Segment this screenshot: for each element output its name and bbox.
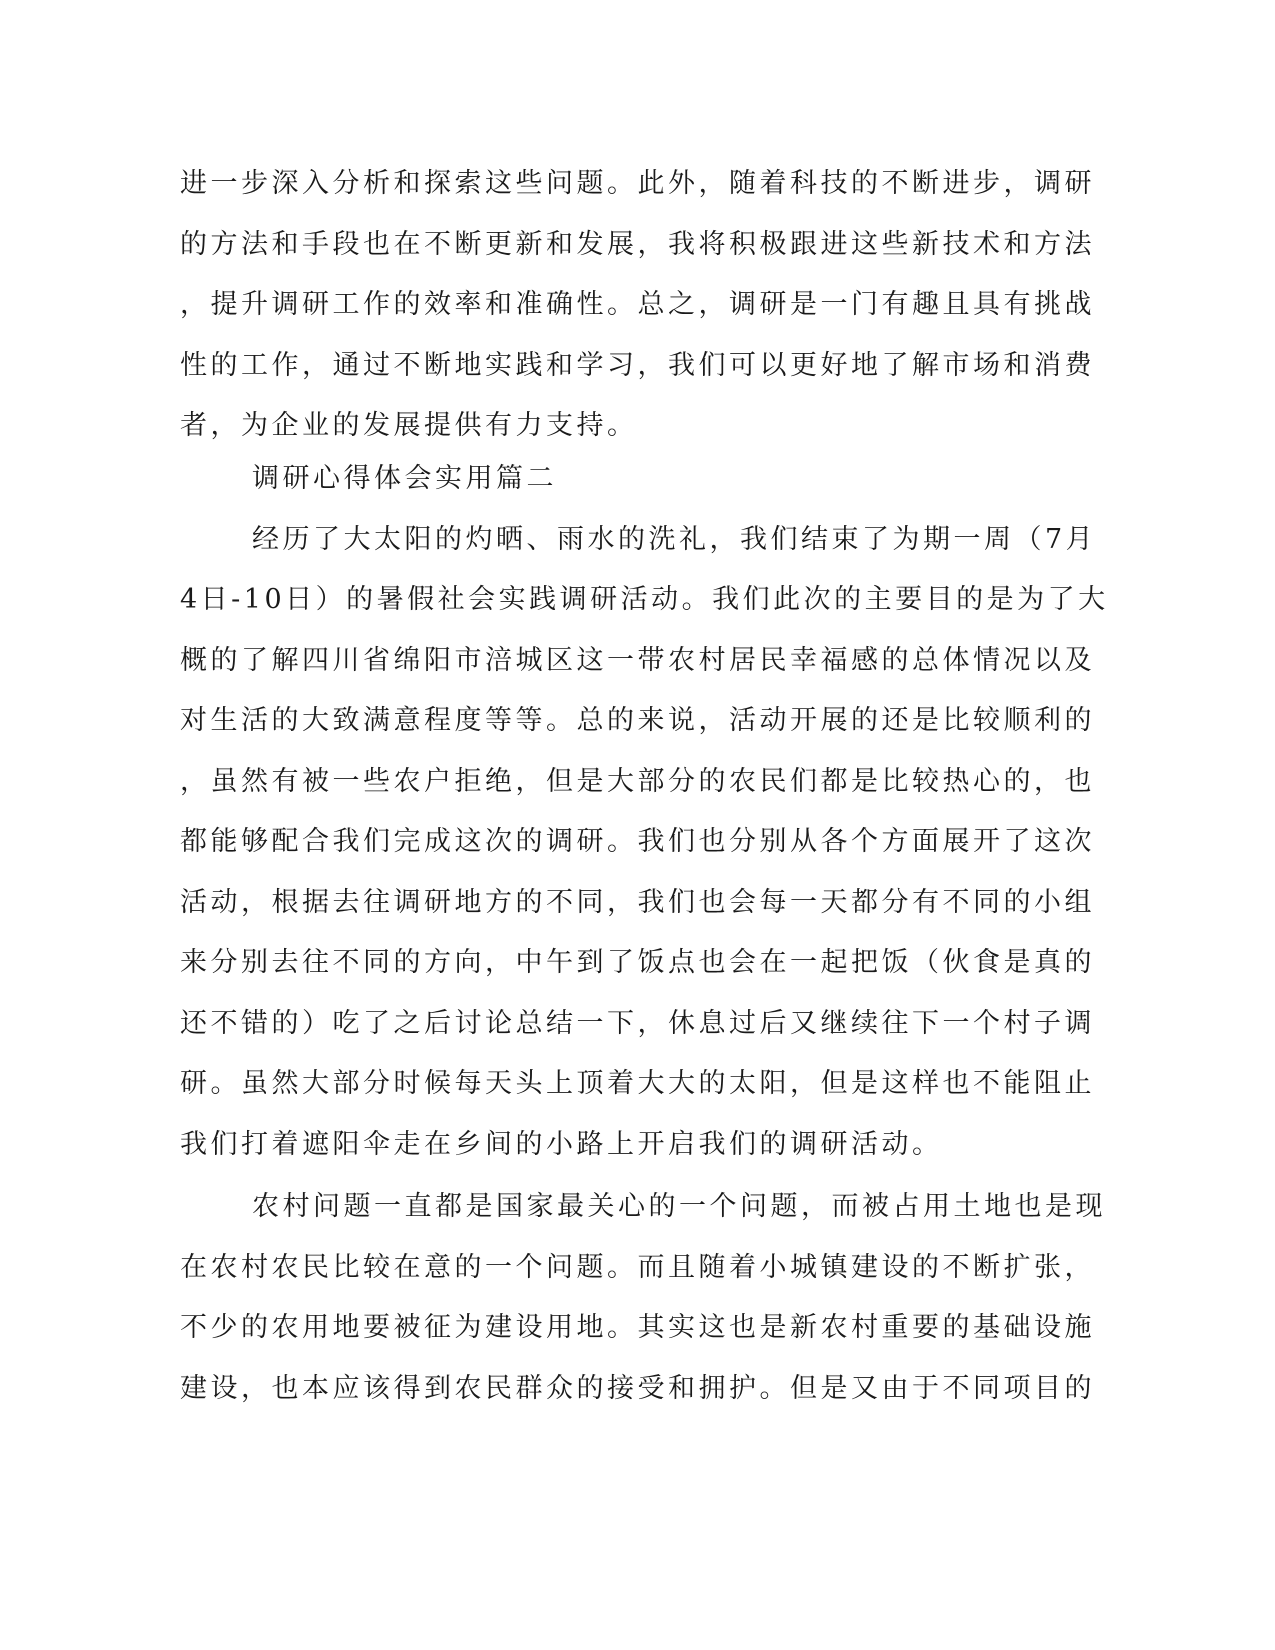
paragraph-three: [180, 1177, 1106, 1419]
text-line: 不少的农用地要被征为建设用地。其实这也是新农村重要的基础设施: [180, 1312, 1095, 1343]
text-line: 还不错的）吃了之后讨论总结一下，休息过后又继续往下一个村子调: [180, 1007, 1095, 1039]
text-line: 建设，也本应该得到农民群众的接受和拥护。但是又由于不同项目的: [180, 1372, 1095, 1404]
text-line: 来分别去往不同的方向，中午到了饭点也会在一起把饭（伙食是真的: [180, 947, 1095, 978]
text-line: 4日-10日）的暑假社会实践调研活动。我们此次的主要目的是为了大: [180, 584, 1109, 615]
text-line: 进一步深入分析和探索这些问题。此外，随着科技的不断进步，调研: [180, 168, 1095, 199]
paragraph-continued: [180, 154, 1095, 457]
text-line: 的方法和手段也在不断更新和发展，我将积极跟进这些新技术和方法: [180, 228, 1095, 260]
text-line: 性的工作，通过不断地实践和学习，我们可以更好地了解市场和消费: [180, 349, 1095, 381]
section-two: [180, 449, 1109, 1175]
text-line: ，提升调研工作的效率和准确性。总之，调研是一门有趣且具有挑战: [180, 289, 1095, 320]
text-line: 概的了解四川省绵阳市涪城区这一带农村居民幸福感的总体情况以及: [180, 644, 1095, 676]
text-line: 都能够配合我们完成这次的调研。我们也分别从各个方面展开了这次: [180, 826, 1095, 857]
text-line: 研。虽然大部分时候每天头上顶着大大的太阳，但是这样也不能阻止: [180, 1068, 1095, 1099]
text-line: 者，为企业的发展提供有力支持。: [180, 410, 638, 441]
text-line: 我们打着遮阳伞走在乡间的小路上开启我们的调研活动。: [180, 1128, 943, 1160]
text-line: 活动，根据去往调研地方的不同，我们也会每一天都分有不同的小组: [180, 886, 1095, 918]
section-heading: 调研心得体会实用篇二: [252, 463, 557, 494]
text-line: ，虽然有被一些农户拒绝，但是大部分的农民们都是比较热心的，也: [180, 765, 1095, 797]
text-line: 对生活的大致满意程度等等。总的来说，活动开展的还是比较顺利的: [180, 705, 1095, 736]
text-line: 农村问题一直都是国家最关心的一个问题，而被占用土地也是现: [252, 1191, 1106, 1222]
text-line: 经历了大太阳的灼晒、雨水的洗礼，我们结束了为期一周（7月: [252, 523, 1097, 555]
text-line: 在农村农民比较在意的一个问题。而且随着小城镇建设的不断扩张，: [180, 1251, 1095, 1283]
